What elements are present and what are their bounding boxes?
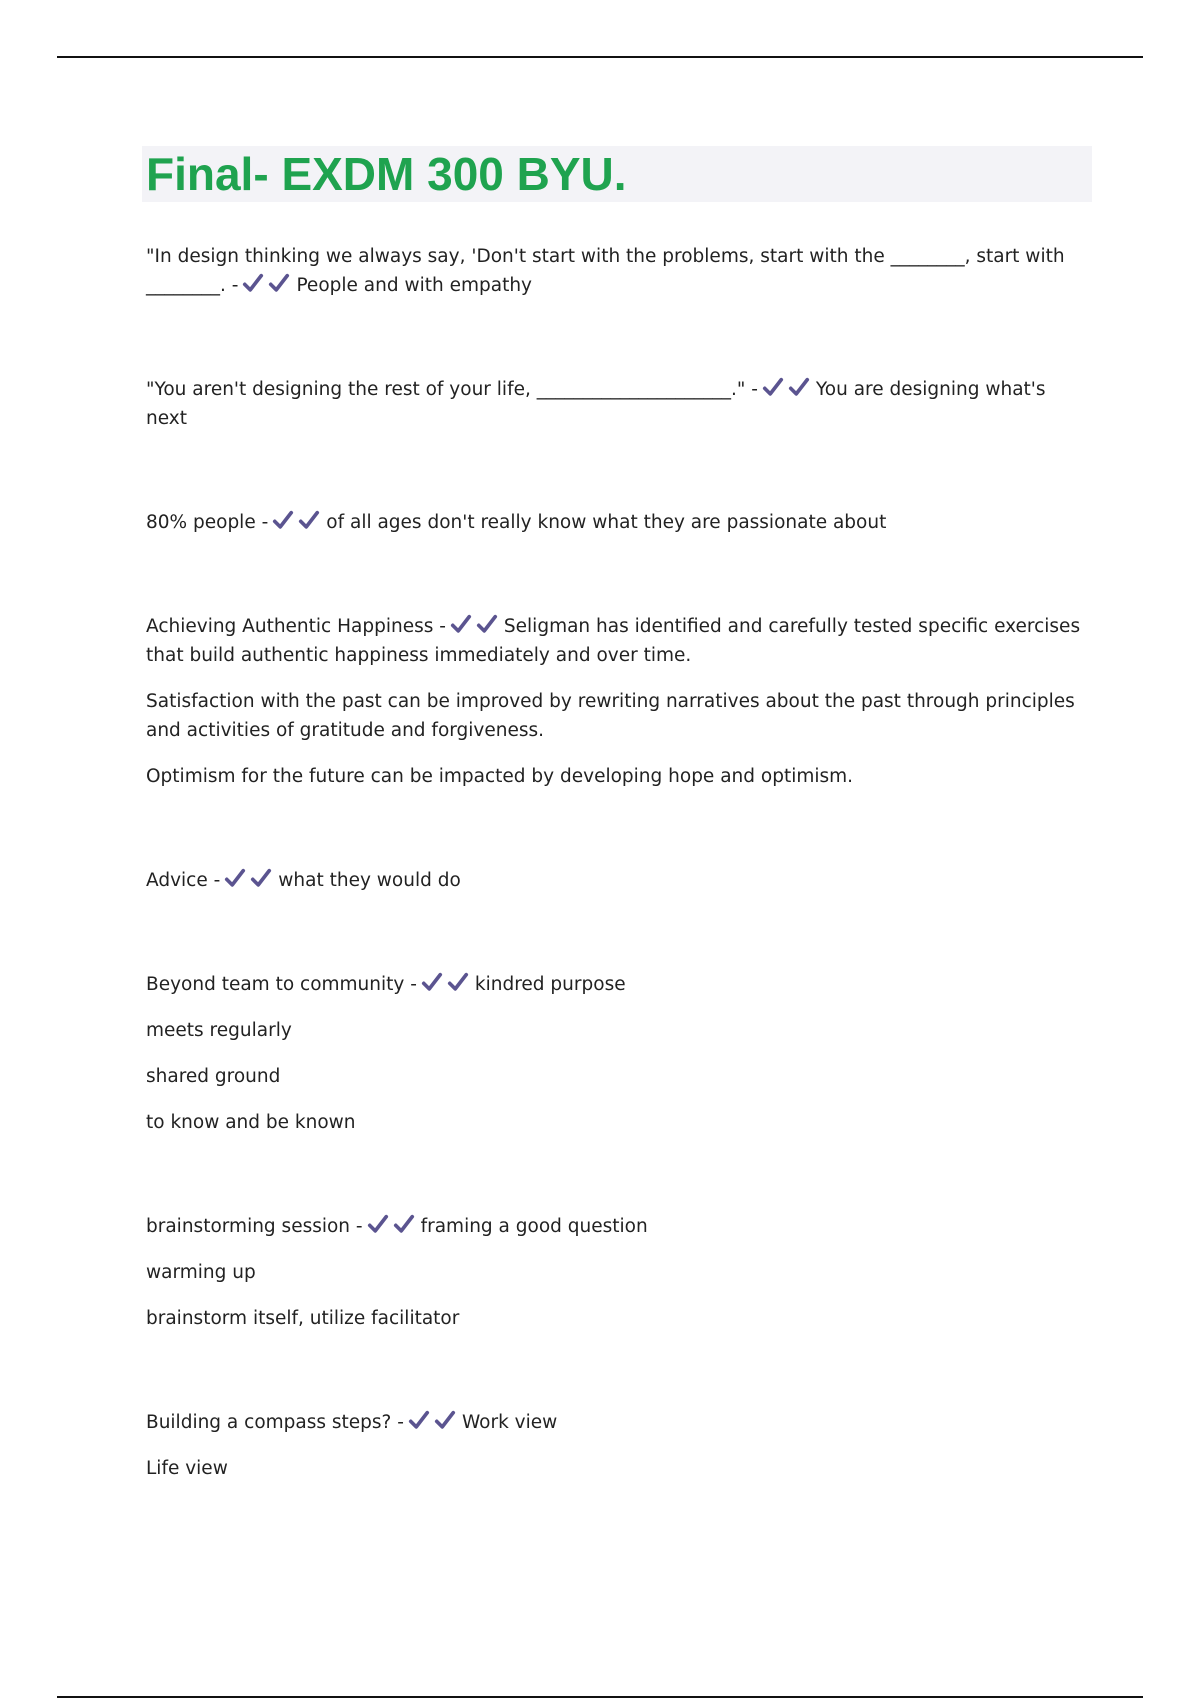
qa-item: [146, 375, 1086, 433]
answer-extra-line: warming up: [146, 1262, 256, 1283]
question-text: Beyond team to community -: [146, 974, 417, 995]
answer-marker: [222, 866, 274, 895]
qa-line: [146, 508, 1086, 537]
check-icon: [421, 971, 443, 993]
qa-line: [146, 375, 1086, 433]
answer-marker: [406, 1408, 458, 1437]
answer-text: People and with empathy: [296, 275, 533, 296]
top-rule: [57, 56, 1143, 58]
answer-text: Work view: [461, 1412, 558, 1433]
answer-text: of all ages don't really know what they are passionate about: [326, 512, 887, 533]
answer-extra-line: Life view: [146, 1458, 228, 1479]
answer-extra-line: meets regularly: [146, 1020, 292, 1041]
qa-list: [146, 242, 1086, 1500]
answer-extra-line: to know and be known: [146, 1112, 356, 1133]
check-icon: [272, 509, 294, 531]
check-icon: [408, 1409, 430, 1431]
answer-extra-line: Optimism for the future can be impacted by developing hope and optimism.: [146, 766, 854, 787]
qa-item: [146, 866, 1086, 895]
answer-marker: [365, 1212, 417, 1241]
check-icon: [268, 272, 290, 294]
question-text: Achieving Authentic Happiness -: [146, 616, 446, 637]
check-icon: [788, 376, 810, 398]
check-icon: [242, 272, 264, 294]
check-icon: [762, 376, 784, 398]
qa-item: [146, 508, 1086, 537]
answer-extra-line: brainstorm itself, utilize facilitator: [146, 1308, 460, 1329]
question-text: brainstorming session -: [146, 1216, 363, 1237]
qa-line: [146, 612, 1086, 670]
qa-item: [146, 242, 1086, 300]
qa-line: [146, 1408, 1086, 1437]
answer-text: Seligman has identified and carefully tested specific exercises that build authentic happiness immediately and over time.: [146, 616, 1081, 666]
check-icon: [434, 1409, 456, 1431]
document-title: Final- EXDM 300 BYU.: [146, 148, 627, 200]
qa-line: [146, 242, 1086, 300]
answer-text: kindred purpose: [474, 974, 626, 995]
question-text: Building a compass steps? -: [146, 1412, 404, 1433]
answer-extra-line: Satisfaction with the past can be improved by rewriting narratives about the past through principles and activities of gratitude and forgiveness.: [146, 691, 1075, 741]
qa-line: [146, 866, 1086, 895]
qa-item: [146, 612, 1086, 791]
check-icon: [393, 1213, 415, 1235]
answer-text: framing a good question: [420, 1216, 648, 1237]
question-text: "In design thinking we always say, 'Don't start with the problems, start with the ________, start with ________. -: [146, 246, 1065, 296]
answer-marker: [240, 271, 292, 300]
check-icon: [298, 509, 320, 531]
answer-text: You are designing what's next: [146, 379, 1046, 429]
answer-marker: [760, 375, 812, 404]
check-icon: [450, 613, 472, 635]
qa-item: [146, 970, 1086, 1137]
answer-extra-line: shared ground: [146, 1066, 281, 1087]
question-text: 80% people -: [146, 512, 269, 533]
check-icon: [250, 867, 272, 889]
qa-item: [146, 1212, 1086, 1333]
check-icon: [367, 1213, 389, 1235]
qa-line: [146, 1212, 1086, 1241]
question-text: "You aren't designing the rest of your life, _____________________." -: [146, 379, 758, 400]
bottom-rule: [57, 1696, 1143, 1698]
qa-item: [146, 1408, 1086, 1483]
answer-marker: [448, 612, 500, 641]
answer-marker: [419, 970, 471, 999]
answer-marker: [270, 508, 322, 537]
question-text: Advice -: [146, 870, 221, 891]
check-icon: [476, 613, 498, 635]
answer-text: what they would do: [278, 870, 461, 891]
check-icon: [447, 971, 469, 993]
check-icon: [224, 867, 246, 889]
qa-line: [146, 970, 1086, 999]
